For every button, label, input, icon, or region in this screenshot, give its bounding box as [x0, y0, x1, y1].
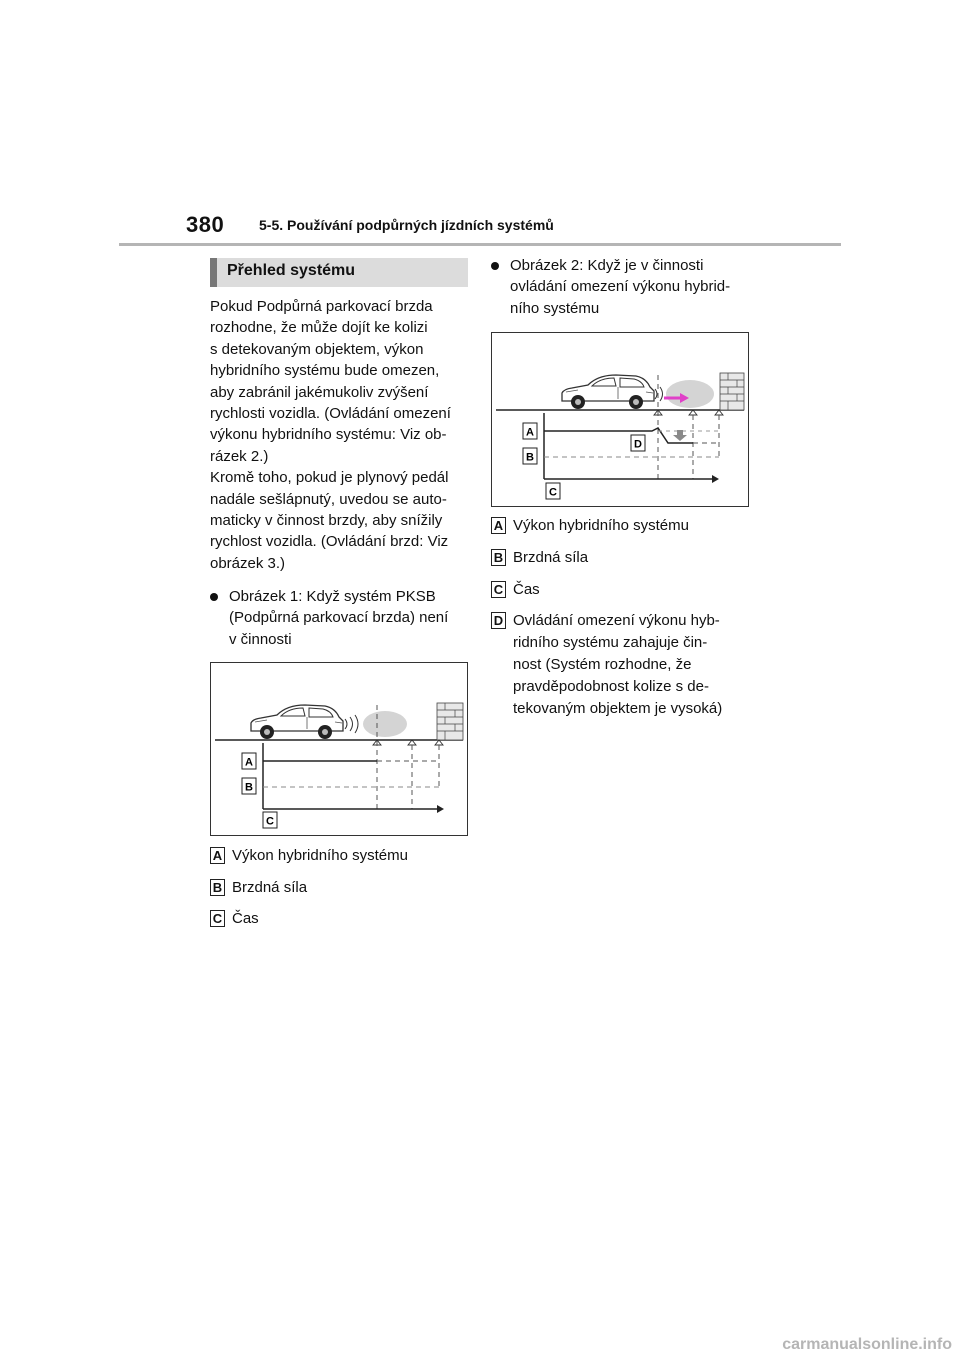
intro-line: rázek 2.)	[210, 447, 269, 465]
page-number: 380	[186, 212, 225, 237]
caption-line: Obrázek 2: Když je v činnosti	[510, 257, 704, 274]
figure1-marker-a: A	[245, 756, 253, 769]
intro-line: Kromě toho, pokud je plynový pedál	[210, 469, 449, 487]
legend-text: Výkon hybridního systému	[513, 517, 689, 534]
figure1-svg	[211, 663, 467, 835]
legend-text: nost (Systém rozhodne, že	[513, 656, 692, 673]
intro-line: výkonu hybridního systému: Viz ob-	[210, 426, 447, 444]
figure1-legend-c	[210, 910, 472, 930]
figure1-diagram	[210, 662, 468, 836]
figure2-diagram	[491, 332, 749, 507]
legend-key: C	[491, 581, 506, 598]
section-heading	[210, 258, 468, 287]
figure1-marker-b: B	[245, 781, 253, 794]
legend-key: A	[210, 847, 225, 864]
intro-line: rozhodne, že může dojít ke kolizi	[210, 319, 428, 337]
intro-line: rychlosti vozidla. (Ovládání omezení	[210, 405, 451, 423]
figure1-legend-b	[210, 879, 472, 899]
figure2-marker-b: B	[526, 451, 534, 464]
legend-key: A	[491, 517, 506, 534]
legend-key: C	[210, 910, 225, 927]
intro-line: maticky v činnost brzdy, aby snížily	[210, 512, 443, 530]
caption-line: v činnosti	[229, 630, 292, 648]
legend-text: Čas	[513, 581, 540, 598]
bullet-icon	[210, 593, 218, 601]
figure2-legend-c	[491, 581, 753, 601]
car-icon	[562, 375, 654, 409]
figure2-marker-a: A	[526, 426, 534, 439]
figure2-svg	[492, 333, 748, 506]
legend-key: B	[210, 879, 225, 896]
figure2-marker-d: D	[634, 438, 642, 451]
wall-icon	[720, 373, 744, 410]
legend-text: pravděpodobnost kolize s de-	[513, 678, 709, 695]
car-icon	[251, 705, 343, 739]
intro-line: obrázek 3.)	[210, 554, 286, 572]
figure2-legend-a	[491, 517, 753, 537]
figure2-caption	[491, 255, 753, 321]
figure1-caption	[210, 586, 472, 652]
watermark: carmanualsonline.info	[782, 1336, 952, 1353]
legend-text: Brzdná síla	[513, 549, 589, 566]
caption-line: ovládání omezení výkonu hybrid-	[510, 278, 731, 296]
legend-text: Čas	[232, 910, 259, 927]
legend-key: D	[491, 612, 506, 629]
legend-text: Brzdná síla	[232, 879, 308, 896]
intro-line: rychlost vozidla. (Ovládání brzd: Viz	[210, 533, 449, 551]
figure2-marker-c: C	[549, 486, 557, 499]
caption-line: ního systému	[510, 299, 600, 317]
legend-text: ridního systému zahajuje čin-	[513, 634, 708, 651]
section-heading-text: Přehled systému	[227, 262, 356, 279]
header-divider	[119, 243, 841, 246]
wall-icon	[437, 703, 463, 740]
intro-line: s detekovaným objektem, výkon	[210, 340, 424, 358]
intro-line: Pokud Podpůrná parkovací brzda	[210, 298, 433, 315]
figure1-marker-c: C	[266, 815, 274, 828]
section-title: 5-5. Používání podpůrných jízdních systémů	[259, 217, 554, 233]
intro-line: nadále sešlápnutý, uvedou se auto-	[210, 490, 447, 508]
figure2-legend-b	[491, 549, 753, 569]
intro-line: aby zabránil jakémukoliv zvýšení	[210, 383, 429, 401]
caption-line: (Podpůrná parkovací brzda) není	[229, 609, 449, 627]
intro-paragraph	[210, 296, 472, 574]
caption-line: Obrázek 1: Když systém PKSB	[229, 588, 436, 605]
bullet-icon	[491, 262, 499, 270]
figure2-legend-d	[491, 610, 753, 722]
intro-line: hybridního systému bude omezen,	[210, 362, 440, 380]
legend-text: Výkon hybridního systému	[232, 847, 408, 864]
legend-text: Ovládání omezení výkonu hyb-	[513, 612, 720, 629]
legend-text: tekovaným objektem je vysoká)	[513, 700, 723, 717]
figure1-legend-a	[210, 847, 472, 867]
legend-key: B	[491, 549, 506, 566]
